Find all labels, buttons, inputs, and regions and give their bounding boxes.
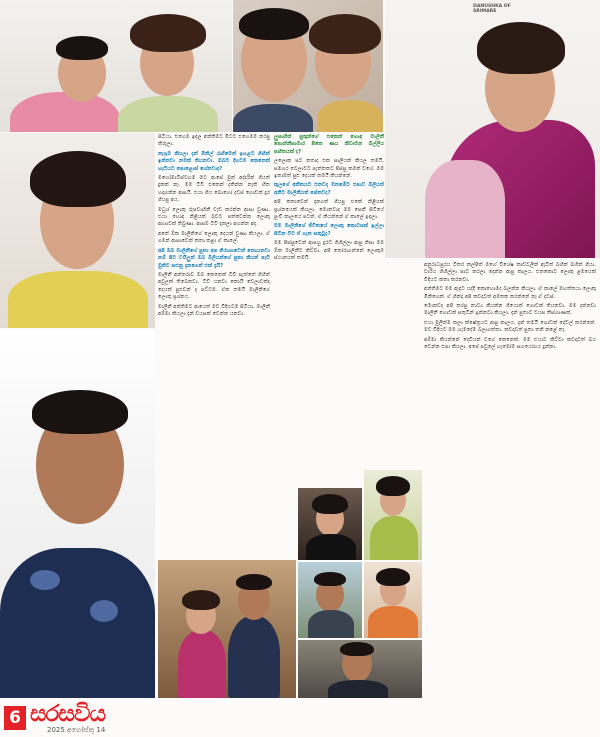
article-paragraph: මාලිනී අන්තිමට ආයෙත් මව විදියටම සිටියා. මාලිනී අම්මා කියලා දැන් වයසක් වෙන්න යනවා.	[158, 303, 270, 317]
photo-credit	[473, 4, 511, 14]
article-question: නැගුම කියලා දැන් මිනිල් රැඟීමෙන් ඉහළට ගිහින් ඉන්නවා නමක් තියනවා. ඔබට දිගටම කෙනෙක් හැටියට පොළොස් ගේනවාද?	[158, 150, 270, 172]
yellow-saree-shape	[8, 271, 148, 328]
woman-hair-shape	[376, 568, 410, 586]
mother-dress-shape	[317, 100, 383, 132]
article-paragraph: මම පිස්සුවෙන් ආපහු දුරට ගිහිල්ලා ආපු නිසා මම ඕක මාලිනීට කිව්වා. අපි තෝරාගන්නේ ලොකුම ස්ථානයක් තමයි.	[274, 240, 384, 262]
woman-hair-shape	[130, 14, 206, 52]
green-dress-shape	[370, 516, 418, 560]
saree-highlight-shape	[425, 160, 505, 258]
article-paragraph: මාලිනී අන්තරාව ඔබ කෙනෙක් ටීවී පැත්තේ ගිහින් අවුලක් තිබෙනවා. ටීවී යනවා කොයි වෙලාවක්ද දෙයක් පුළුවන් ද පට්ටම. ඒක තමයි මාලිනිගේ ලොකු ප්‍රශ්නය.	[158, 271, 270, 301]
article-paragraph: අපි කතාවෙන් දැනගත් ගියපු එකේ නිළියක් ප්‍රශ්නයෙක් කියලා. මොනවාද මම පෙනී සිටියේ පුංචි කාලයේ පටන්. ඒ කියන්නේ ඒ කාලේ ඉඳලා.	[274, 199, 384, 221]
son-shirt-shape	[233, 104, 313, 132]
photo-collage-son-outdoor	[298, 562, 362, 638]
text-column-3	[424, 262, 596, 698]
shirt-pattern-2	[90, 600, 118, 622]
magazine-title: සරසවිය	[30, 700, 106, 727]
photo-son-portrait	[0, 330, 155, 698]
article-paragraph: අම්මා කියන්නේ දෙවියන් වගේ කෙනෙක්. මම එයාට කිව්වා කවදාවත් බය වෙන්න එපා කියලා. අපේ පවුලේ හැමෝම සහයෝගය දුන්නා.	[424, 336, 596, 351]
photo-collage-woman-orange	[364, 562, 422, 638]
article-paragraph: අනේ ඕක මාලිනිගේ ලොකු දෙයක් වුණා කියලා. ඒ ගමන් ආසාවෙන් කතා කළා ඒ කාලේ.	[158, 230, 270, 245]
photo-woman-smiling	[0, 133, 155, 328]
woman-hair-shape	[312, 494, 348, 514]
article-paragraph: අන්තිමට මම ඇඳට යද්දී කොහොමද බලන්න කියලා. ඒ කාලේ මහත්තයා ලොකු මිනිහෙක්. ඒ හින්දා අපි කවදාවත් අමතක කරන්නේ නෑ ඒ දවස්.	[424, 286, 596, 300]
shirt-pattern-1	[30, 570, 60, 590]
mother-pink-dress-shape	[178, 630, 226, 698]
credit-line-1: DANUSHKA OF	[473, 4, 511, 9]
text-column-1	[158, 134, 270, 558]
credit-line-2: SRIMARE	[473, 9, 497, 15]
woman-hair-shape	[477, 22, 565, 74]
article-question: කුලගේ අතීතයට එනවද මනමේට එපාව බිලියන් අනිට මාලිනීයත් පේනවද?	[274, 182, 384, 196]
navy-shirt-shape	[0, 548, 155, 698]
photo-mother-son-standing	[158, 560, 296, 698]
photo-collage-woman-black	[298, 488, 362, 560]
article-question: අපි ඔබ මාලිනීගේ පුතා අප නිරාශාවෙන් නොයනවා නම් පිට වයිලුත් ඔබ බිලියන්ගේ පුතා කියන් පැටී මුනිට සළුනු දැනගෙන් එක් දැයි?	[158, 247, 270, 269]
photo-mother-son-2	[233, 0, 383, 132]
pink-shirt-shape	[10, 92, 120, 132]
son-hair-shape	[239, 8, 309, 40]
article-paragraph: මොනවද අපි කරපු නාට්‍ය කියන්න ගියොත් ගොඩක් තියනවා. මම දන්නවා මාලිනී ගොඩක් සතුටින් ඉන්නවා කියලා. දැන් පුතාට වයස තිස්ගාණක්.	[424, 303, 596, 317]
son-shirt-shape	[328, 680, 388, 698]
mother-hair-shape	[309, 14, 381, 54]
article-question: ලුසාගිත් පුතුන්ගේ එකෙන් හොඳ මාලිනී පොන්නිසාමාර පිතෙ ණය කිවාමන බිල්ලිය සහිතයක් ද?	[274, 134, 384, 155]
page-number: 6	[4, 706, 26, 730]
man-hair-shape	[56, 36, 108, 60]
son-shirt-shape	[308, 610, 354, 638]
article-paragraph: සිටියා. එහෙම ඉඳල අන්තිමට මිට්ට එහෙමම කරපු කිරුලා.	[158, 134, 270, 148]
photo-portrait-woman-saree	[385, 0, 600, 258]
issue-date: 2025 අගෝස්තු 14	[47, 726, 106, 734]
orange-dress-shape	[368, 606, 418, 638]
son-hair-shape	[314, 572, 346, 586]
woman-dress-shape	[118, 96, 218, 132]
woman-hair-shape	[30, 151, 126, 207]
mother-hair-shape	[182, 590, 220, 610]
article-paragraph: ලලොක පට කතාද එක සාලියක් කියල තමයි. සමහර වෙලාවට පැත්තකට පිස්සු කමක් වගේ. මම ඉතාමත් සුළු දෙයක් තමයි කියන්නේ.	[274, 158, 384, 180]
son-hair-shape	[32, 390, 128, 434]
article-paragraph: මධුශ් ලොකු රුපවාහිනී වැඩ කරන්න ආසා වුණා. එයා හොඳ නිළියක් බවට පත්වෙන්න ලොකු ආශාවක් තිබුණා. ආසම ටීවී දැකලා අහන්න අද.	[158, 206, 270, 228]
article-question: මම මාලිනිගේ ජීවිතයේ ලොකු කොටසක් ඉල්ලා සිටින විට ඒ ගැන සතුටුද?	[274, 223, 384, 237]
son-hair-shape	[340, 642, 374, 656]
son-dark-shirt-shape	[228, 616, 280, 698]
son-hair-shape	[236, 574, 272, 590]
photo-collage-son-smiling	[298, 640, 422, 698]
article-paragraph: මහෝමාටිස්ටහම මට ආසේ මුන් අද්දරින් ගියත් දුකක් නෑ. මම ටීවී එකෙන් දකින්න නැති හිත හදාගන්න ආසයි. එයා ගිය බොහෝ දවස් ගොඩක් දුර ගියපු අය.	[158, 175, 270, 204]
article-paragraph: එයා මුලින්ම කලා ක්ෂේත්‍රයට ආපු කාලය. දැන් තමයි ගොඩක් දේවල් කරන්නේ. මව විදියට මම හැමදේම බලාගත්තා. කවදාවත් පුතා තනි කළේ නෑ.	[424, 319, 596, 334]
black-dress-shape	[306, 534, 356, 560]
article-paragraph: අනුරාධපුරය විතර කල්පිත් මහේ විශේෂ කාඩ්වලින් ඇවිත් බහින් බහින් ගියා. වාරිය ගිහිල්ලා පාට කරලා දෙන්න ආපු කාලය. එතකොට ලොකු ළමයෙක් විදියට කතා කරනවා.	[424, 262, 596, 283]
text-column-2	[274, 134, 384, 486]
photo-mother-son-1	[0, 0, 232, 132]
